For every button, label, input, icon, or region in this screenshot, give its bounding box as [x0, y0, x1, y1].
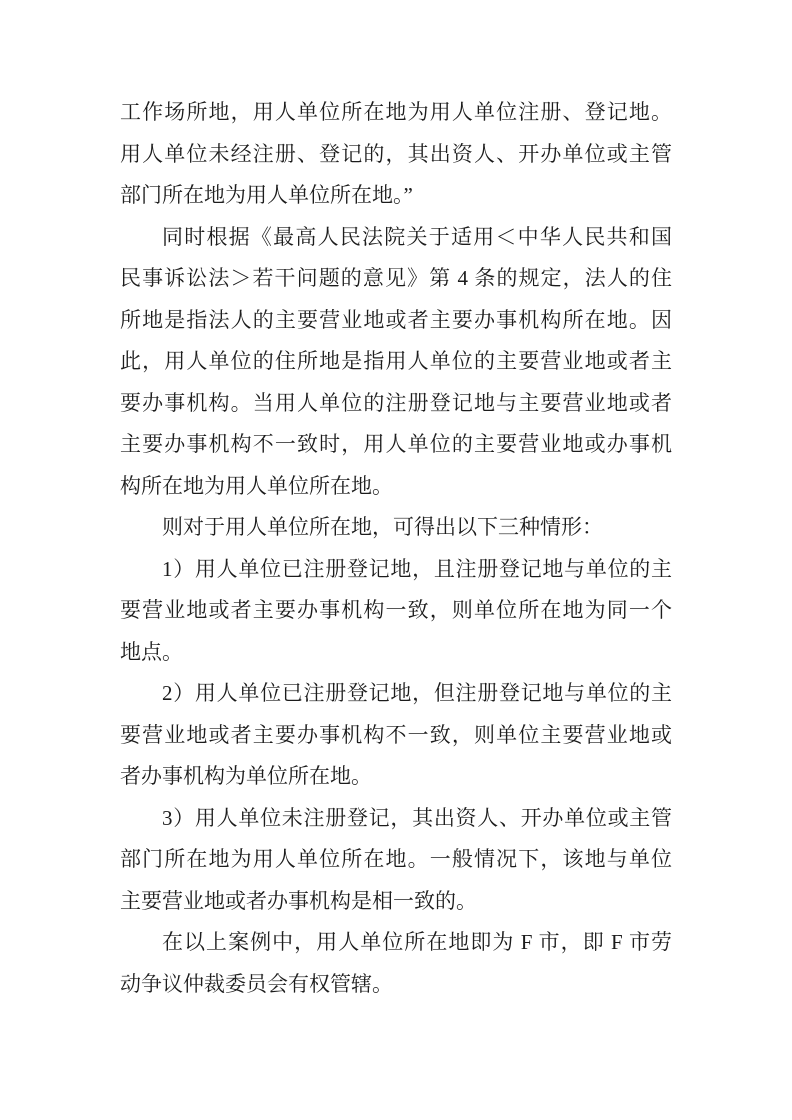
text-line: 在以上案例中，用人单位所在地即为 F 市，即 F 市劳 — [162, 930, 672, 954]
text-line: 民事诉讼法＞若干问题的意见》第 4 条的规定，法人的住 — [120, 266, 672, 290]
text-line: 则对于用人单位所在地，可得出以下三种情形： — [162, 515, 603, 539]
document-body — [120, 92, 672, 1005]
text-line: 构所在地为用人单位所在地。 — [120, 473, 393, 498]
text-line: 要办事机构。当用人单位的注册登记地与主要营业地或者 — [120, 390, 672, 415]
text-line: 工作场所地，用人单位所在地为用人单位注册、登记地。 — [120, 100, 672, 124]
text-line: 3）用人单位未注册登记，其出资人、开办单位或主管 — [162, 805, 672, 830]
text-line: 此，用人单位的住所地是指用人单位的主要营业地或者主 — [120, 349, 672, 373]
text-line: 主要营业地或者办事机构是相一致的。 — [120, 888, 477, 913]
text-line: 要营业地或者主要办事机构不一致，则单位主要营业地或 — [120, 722, 672, 747]
paragraph-2 — [120, 217, 672, 508]
paragraph-6 — [120, 798, 672, 923]
paragraph-7 — [120, 922, 672, 1005]
text-line: 用人单位未经注册、登记的，其出资人、开办单位或主管 — [120, 141, 672, 166]
paragraph-3 — [120, 507, 672, 549]
text-line: 2）用人单位已注册登记地，但注册登记地与单位的主 — [162, 681, 672, 705]
text-line: 1）用人单位已注册登记地，且注册登记地与单位的主 — [162, 556, 672, 581]
paragraph-5 — [120, 673, 672, 798]
text-line: 地点。 — [120, 639, 183, 664]
text-line: 部门所在地为用人单位所在地。一般情况下，该地与单位 — [120, 847, 672, 871]
paragraph-4 — [120, 549, 672, 674]
text-line: 同时根据《最高人民法院关于适用＜中华人民共和国 — [162, 224, 672, 249]
text-line: 所地是指法人的主要营业地或者主要办事机构所在地。因 — [120, 307, 672, 332]
text-line: 动争议仲裁委员会有权管辖。 — [120, 971, 393, 996]
text-line: 要营业地或者主要办事机构一致，则单位所在地为同一个 — [120, 598, 672, 622]
text-line: 者办事机构为单位所在地。 — [120, 764, 372, 788]
text-line: 部门所在地为用人单位所在地。” — [120, 183, 413, 207]
text-line: 主要办事机构不一致时，用人单位的主要营业地或办事机 — [120, 432, 672, 456]
paragraph-1 — [120, 92, 672, 217]
